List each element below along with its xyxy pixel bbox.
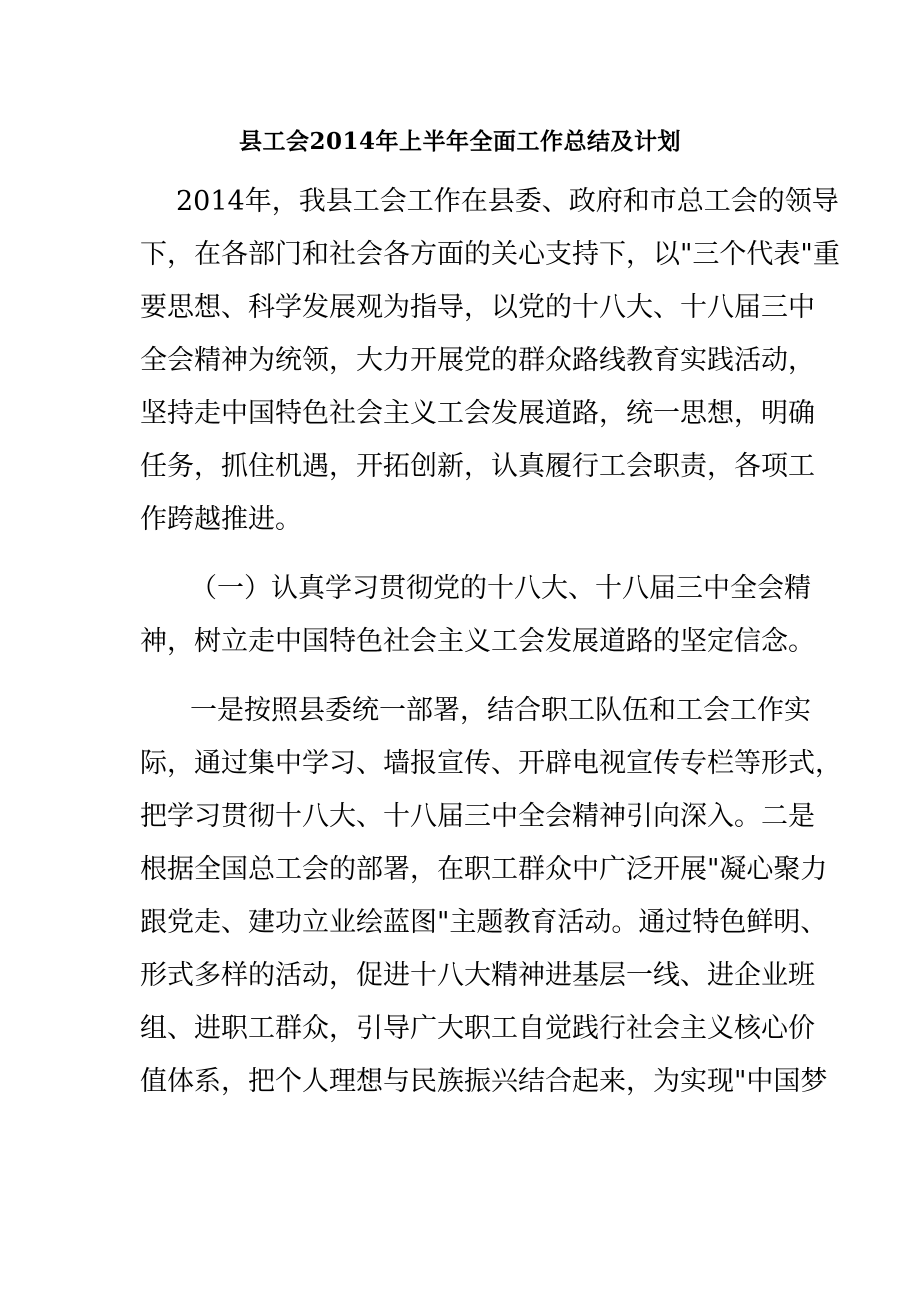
body-line: 下，在各部门和社会各方面的关心支持下，以"三个代表"重 — [140, 239, 840, 270]
body-line: 要思想、科学发展观为指导，以党的十八大、十八届三中 — [140, 292, 815, 323]
body-line: 全会精神为统领，大力开展党的群众路线教育实践活动， — [140, 345, 815, 376]
body-line: 作跨越推进。 — [140, 504, 302, 535]
body-line: 根据全国总工会的部署，在职工群众中广泛开展"凝心聚力 — [140, 854, 828, 885]
document-title: 县工会2014年上半年全面工作总结及计划 — [238, 128, 681, 155]
body-line: 一是按照县委统一部署，结合职工队伍和工会工作实 — [190, 695, 811, 726]
body-line: 坚持走中国特色社会主义工会发展道路，统一思想，明确 — [140, 398, 815, 429]
body-line: 值体系，把个人理想与民族振兴结合起来，为实现"中国梦 — [140, 1066, 828, 1097]
section-heading-line: 神，树立走中国特色社会主义工会发展道路的坚定信念。 — [140, 626, 815, 657]
body-line: 把学习贯彻十八大、十八届三中全会精神引向深入。二是 — [140, 801, 815, 832]
body-line: 际，通过集中学习、墙报宣传、开辟电视宣传专栏等形式， — [140, 748, 842, 779]
body-line: 跟党走、建功立业绘蓝图"主题教育活动。通过特色鲜明、 — [140, 907, 828, 938]
body-line: 任务，抓住机遇，开拓创新，认真履行工会职责，各项工 — [140, 451, 815, 482]
body-line: 2014年，我县工会工作在县委、政府和市总工会的领导 — [176, 186, 839, 217]
body-line: 形式多样的活动，促进十八大精神进基层一线、进企业班 — [140, 960, 815, 991]
section-heading-line: （一）认真学习贯彻党的十八大、十八届三中全会精 — [190, 573, 811, 604]
body-line: 组、进职工群众，引导广大职工自觉践行社会主义核心价 — [140, 1013, 815, 1044]
